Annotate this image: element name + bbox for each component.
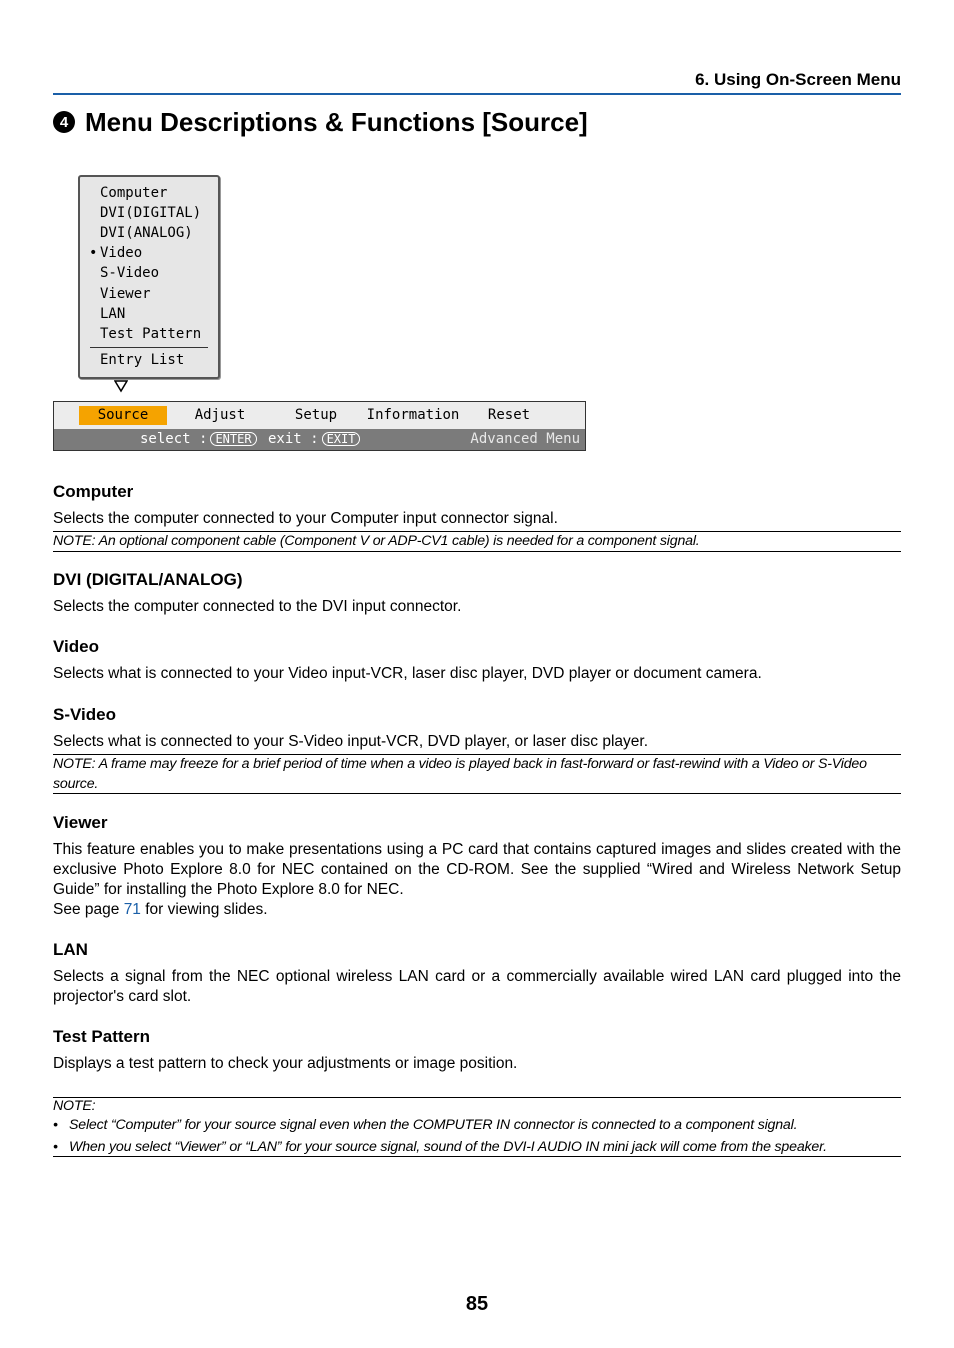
page-title: Menu Descriptions & Functions [Source] — [85, 106, 588, 137]
tab-setup[interactable]: Setup — [294, 407, 338, 423]
tab-adjust[interactable]: Adjust — [194, 407, 246, 423]
exit-key-icon: EXIT — [322, 432, 361, 446]
source-option-dvi-digital[interactable]: DVI(DIGITAL) — [100, 205, 202, 221]
heading-viewer: Viewer — [53, 813, 108, 832]
source-option-test-pattern[interactable]: Test Pattern — [100, 326, 202, 342]
final-note-bullet — [53, 1115, 901, 1135]
see-page-prefix: See page — [53, 901, 124, 918]
header-rule — [53, 93, 901, 95]
osd-status-bar — [54, 429, 585, 450]
enter-key-icon: ENTER — [210, 432, 256, 446]
source-option-entry-list[interactable]: Entry List — [100, 352, 185, 368]
source-option-lan[interactable]: LAN — [100, 306, 126, 322]
text-test-pattern: Displays a test pattern to check your adjustments or image position. — [53, 1055, 518, 1072]
exit-label: exit : — [268, 431, 319, 447]
page-71-link[interactable]: 71 — [123, 901, 141, 918]
source-option-dvi-analog[interactable]: DVI(ANALOG) — [100, 225, 193, 241]
text-dvi: Selects the computer connected to the DVI input connector. — [53, 598, 462, 615]
tab-source[interactable]: Source — [79, 406, 167, 425]
note-rule-bottom — [53, 551, 901, 552]
heading-test-pattern: Test Pattern — [53, 1027, 150, 1046]
see-page-suffix: for viewing slides. — [140, 901, 268, 918]
bullet-icon: • — [53, 1117, 58, 1133]
note-rule-bottom — [53, 1156, 901, 1157]
select-label: select : — [140, 431, 208, 447]
heading-video: Video — [53, 637, 99, 656]
select-hint — [140, 429, 257, 450]
source-option-s-video[interactable]: S-Video — [100, 265, 160, 281]
section-title-row — [53, 106, 588, 138]
heading-dvi: DVI (DIGITAL/ANALOG) — [53, 570, 243, 589]
note-s-video: NOTE: A frame may freeze for a brief period of time when a video is played back in fast-forward or fast-rewind with a Video or S-Video source. — [53, 756, 867, 792]
exit-hint — [268, 429, 360, 450]
advanced-menu-label: Advanced Menu — [470, 431, 580, 447]
osd-tab-row — [54, 402, 585, 429]
bullet-icon: • — [53, 1139, 58, 1155]
final-note-bullet-text: Select “Computer” for your source signal even when the COMPUTER IN connector is connected to a component signal. — [69, 1117, 798, 1133]
tab-reset[interactable]: Reset — [487, 407, 531, 423]
heading-s-video: S-Video — [53, 705, 116, 724]
source-option-video[interactable]: Video — [100, 245, 143, 261]
source-dropdown-menu — [78, 175, 220, 379]
text-lan: Selects a signal from the NEC optional wireless LAN card or a commercially available wired LAN card plugged into the projector's card slot. — [53, 968, 901, 1005]
text-computer: Selects the computer connected to your Computer input connector signal. — [53, 510, 558, 527]
osd-menu-bar — [53, 401, 586, 451]
chapter-title: 6. Using On-Screen Menu — [695, 70, 901, 89]
menu-divider — [90, 347, 208, 348]
see-page-line — [53, 900, 901, 920]
page-number: 85 — [465, 1293, 489, 1315]
tab-information[interactable]: Information — [366, 407, 460, 423]
text-s-video: Selects what is connected to your S-Video input-VCR, DVD player, or laser disc player. — [53, 733, 649, 750]
text-viewer: This feature enables you to make presentations using a PC card that contains captured images and slides created with the exclusive Photo Explore 8.0 for NEC contained on the CD-ROM. See the supplied “Wired and Wireless Network Setup Guide” for installing the Photo Explore 8.0 for NEC. — [53, 841, 901, 898]
final-note-bullet — [53, 1137, 901, 1157]
text-video: Selects what is connected to your Video input-VCR, laser disc player, DVD player or document camera. — [53, 665, 762, 682]
selected-bullet-icon: • — [89, 245, 98, 261]
final-note-label: NOTE: — [53, 1098, 96, 1114]
heading-computer: Computer — [53, 482, 134, 501]
final-note-bullet-text: When you select “Viewer” or “LAN” for your source signal, sound of the DVI-I AUDIO IN mini jack will come from the speaker. — [69, 1139, 827, 1155]
source-option-viewer[interactable]: Viewer — [100, 286, 151, 302]
triangle-down-icon — [114, 379, 128, 393]
section-number-badge: 4 — [53, 111, 75, 133]
heading-lan: LAN — [53, 940, 88, 959]
source-option-computer[interactable]: Computer — [100, 185, 168, 201]
note-rule-bottom — [53, 793, 901, 794]
note-computer: NOTE: An optional component cable (Component V or ADP-CV1 cable) is needed for a component signal. — [53, 533, 700, 549]
